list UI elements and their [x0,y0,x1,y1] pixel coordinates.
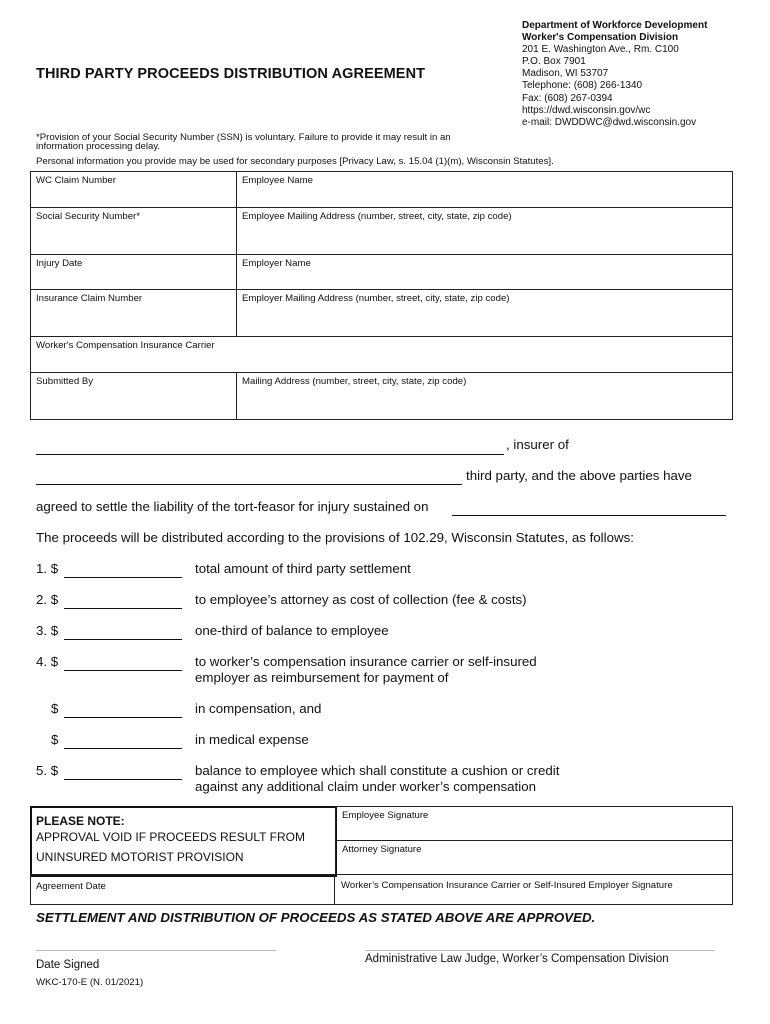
item-4-description-line: employer as reimbursement for payment of [195,669,449,685]
agency-email[interactable]: e-mail: DWDDWC@dwd.wisconsin.gov [522,116,697,128]
employee-address-field[interactable] [237,208,733,255]
employee-signature-field[interactable] [335,806,733,841]
submitted-by-field[interactable] [31,373,237,420]
injury-date-field[interactable] [31,255,237,290]
item-5-number: 5. $ [36,763,59,778]
item-4-description [195,654,537,685]
field-label: Attorney Signature [342,844,422,855]
item-3-description: one-third of balance to employee [195,623,389,638]
item-1-description: total amount of third party settlement [195,561,411,576]
field-label: Insurance Claim Number [36,293,143,304]
employee-name-field[interactable] [237,172,733,208]
agency-link[interactable]: https://dwd.wisconsin.gov/wc [522,104,651,116]
compensation-description: in compensation, and [195,701,322,716]
item-2-description: to employee’s attorney as cost of collection (fee & costs) [195,592,527,607]
item-2-number: 2. $ [36,592,59,607]
agency-line: Madison, WI 53707 [522,68,609,80]
employer-name-field[interactable] [237,255,733,290]
approval-statement: SETTLEMENT AND DISTRIBUTION OF PROCEEDS AS STATED ABOVE ARE APPROVED. [36,910,596,925]
alj-signature-line[interactable] [365,950,715,951]
distribution-text: The proceeds will be distributed according to the provisions of 102.29, Wisconsin Statutes, as follows: [36,530,634,545]
agency-line: P.O. Box 7901 [522,56,586,68]
insurer-name-line[interactable] [36,454,504,455]
settle-text: agreed to settle the liability of the tort-feasor for injury sustained on [36,499,429,514]
please-note-line1: APPROVAL VOID IF PROCEEDS RESULT FROM [36,830,305,844]
third-party-name-line[interactable] [36,484,462,485]
field-label: Employer Mailing Address (number, street, city, state, zip code) [242,293,510,304]
agency-line: Worker's Compensation Division [522,32,679,44]
field-label: Injury Date [36,258,83,269]
item-5-description-line: against any additional claim under worker’s compensation [195,778,536,794]
employer-address-field[interactable] [237,290,733,337]
item-2-amount-line[interactable] [64,608,182,609]
item-4-description-line: to worker’s compensation insurance carrier or self-insured [195,654,537,669]
medical-amount-line[interactable] [64,748,182,749]
agency-line: Department of Workforce Development [522,20,708,31]
medical-description: in medical expense [195,732,309,747]
please-note-heading: PLEASE NOTE: [36,814,125,828]
agency-line: Fax: (608) 267-0394 [522,92,613,104]
insurance-claim-number-field[interactable] [31,290,237,337]
field-label: Social Security Number* [36,211,140,222]
form-title: THIRD PARTY PROCEEDS DISTRIBUTION AGREEMENT [36,66,426,82]
ssn-notice-line1: *Provision of your Social Security Number (SSN) is voluntary. Failure to provide it may result in an [36,132,451,143]
carrier-signature-field[interactable] [334,874,733,905]
item-1-amount-line[interactable] [64,577,182,578]
agency-line: 201 E. Washington Ave., Rm. C100 [522,44,679,56]
field-label: Submitted By [36,376,94,387]
field-label: Employee Name [242,175,313,186]
item-5-description-line: balance to employee which shall constitute a cushion or credit [195,763,560,778]
form-id: WKC-170-E (N. 01/2021) [36,977,144,988]
item-4-medical-dollar: $ [51,732,59,747]
ssn-field[interactable] [31,208,237,255]
field-label: WC Claim Number [36,175,116,186]
mailing-address-field[interactable] [237,373,733,420]
field-label: Employee Signature [342,810,429,821]
please-note-box [30,806,337,877]
item-1-number: 1. $ [36,561,59,576]
attorney-signature-field[interactable] [335,840,733,875]
date-signed-line[interactable] [36,950,276,951]
item-4-amount-line[interactable] [64,670,182,671]
item-4-compensation-dollar: $ [51,701,59,716]
injury-date-line[interactable] [452,515,726,516]
alj-label: Administrative Law Judge, Worker’s Compensation Division [365,953,669,965]
agreement-date-field[interactable] [30,874,335,905]
claim-info-grid [30,171,733,420]
item-3-number: 3. $ [36,623,59,638]
field-label: Employee Mailing Address (number, street, city, state, zip code) [242,211,512,222]
item-3-amount-line[interactable] [64,639,182,640]
ssn-notice-line2: information processing delay. [36,141,161,152]
compensation-amount-line[interactable] [64,717,182,718]
item-5-description [195,763,559,794]
item-5-amount-line[interactable] [64,779,182,780]
agency-line: Telephone: (608) 266-1340 [522,80,643,92]
please-note-line2: UNINSURED MOTORIST PROVISION [36,850,244,864]
field-label: Worker’s Compensation Insurance Carrier or Self-Insured Employer Signature [341,880,673,891]
carrier-field[interactable] [31,337,733,373]
insurer-of-text: , insurer of [506,437,569,452]
date-signed-label: Date Signed [36,959,100,971]
item-4-number: 4. $ [36,654,59,669]
agency-address-block [522,20,707,129]
privacy-notice: Personal information you provide may be used for secondary purposes [Privacy Law, s. 15.04 (1)(m), Wisconsin Statutes]. [36,156,554,167]
wc-claim-number-field[interactable] [31,172,237,208]
field-label: Employer Name [242,258,311,269]
field-label: Worker's Compensation Insurance Carrier [36,340,215,351]
field-label: Agreement Date [36,881,106,892]
third-party-text: third party, and the above parties have [466,468,692,483]
field-label: Mailing Address (number, street, city, state, zip code) [242,376,467,387]
